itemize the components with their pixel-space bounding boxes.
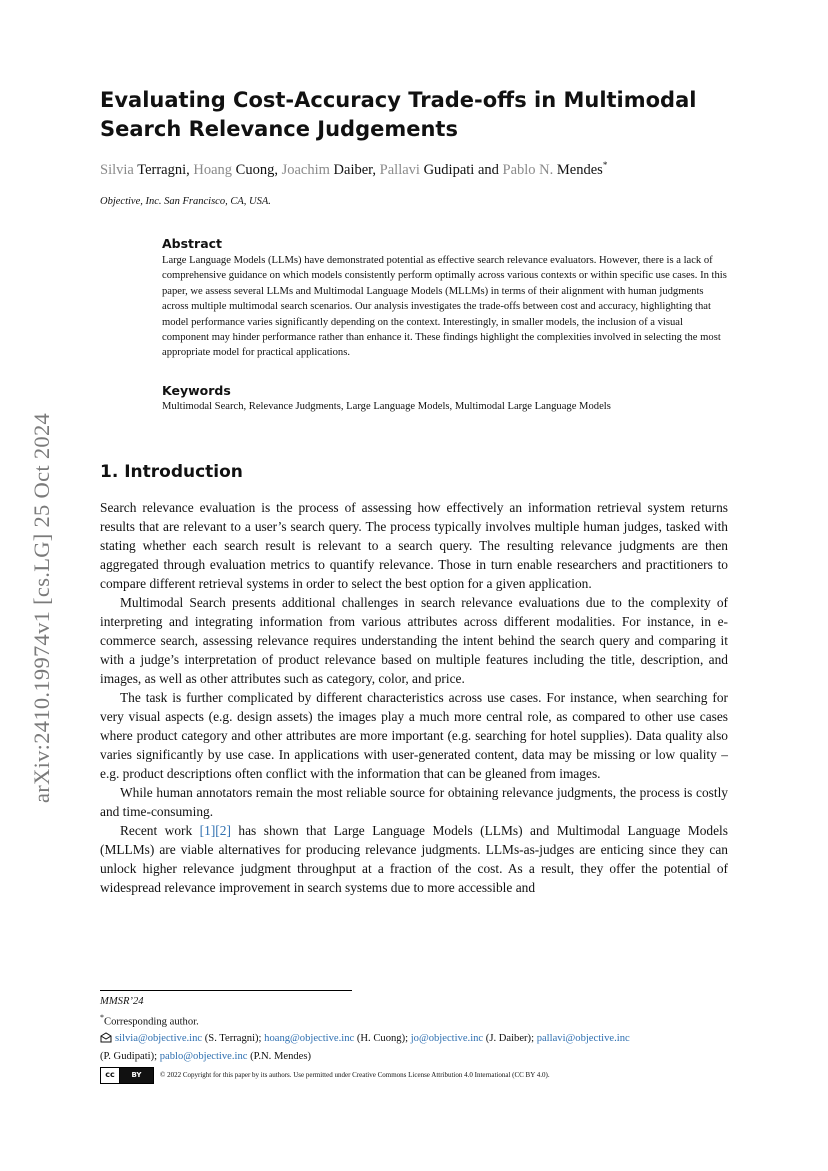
author: Joachim Daiber bbox=[281, 161, 373, 178]
arxiv-sidebar bbox=[22, 366, 62, 850]
by-icon: BY bbox=[120, 1068, 153, 1083]
section-heading-introduction: 1. Introduction bbox=[100, 462, 243, 482]
paragraph: Recent work [1][2] has shown that Large Language Models (LLMs) and Multimodal Language Models (MLLMs) are viable alternatives for producing relevance judgments. LLMs-as-judges are enticing since they can unlock higher relevance judgment throughput at a fraction of the cost. As a result, they offer the potential of widespread relevance improvement in search systems due to more accessible and bbox=[100, 823, 728, 895]
author: Silvia Terragni bbox=[100, 161, 187, 178]
paper-title: Evaluating Cost-Accuracy Trade-offs in Multimodal Search Relevance Judgements bbox=[100, 88, 697, 141]
arxiv-identifier: arXiv:2410.19974v1 [cs.LG] 25 Oct 2024 bbox=[29, 412, 54, 804]
keywords-section bbox=[162, 383, 728, 414]
paragraph: The task is further complicated by different characteristics across use cases. For instance, when searching for very visual aspects (e.g. design assets) the images play a much more central role, as compared to other use cases where product category and other attributes are more important (e.g. searching for hotel supplies). Data quality also varies significantly by use case. In applications with user-generated content, data may be missing or low quality – e.g. product descriptions often conflict with the information that can be gleaned from images. bbox=[100, 690, 728, 781]
author: Pallavi Gudipati bbox=[379, 161, 475, 178]
email-link[interactable]: pablo@objective.inc bbox=[159, 1050, 248, 1062]
author: Hoang Cuong bbox=[193, 161, 275, 178]
abstract-heading: Abstract bbox=[162, 236, 223, 251]
paragraph: While human annotators remain the most reliable source for obtaining relevance judgments, the process is costly and time-consuming. bbox=[100, 785, 728, 819]
footnotes bbox=[100, 994, 740, 1084]
keywords-heading: Keywords bbox=[162, 383, 231, 398]
footnote-rule bbox=[100, 990, 352, 991]
email-line: silvia@objective.inc (S. Terragni); hoang@objective.inc (H. Cuong); jo@objective.inc (J. Daiber); pallavi@objective.inc bbox=[100, 1031, 740, 1049]
envelope-icon bbox=[100, 1032, 112, 1049]
citation-link[interactable]: [2] bbox=[215, 823, 231, 838]
introduction-body bbox=[100, 498, 728, 897]
email-link[interactable]: jo@objective.inc bbox=[410, 1032, 484, 1044]
email-link[interactable]: silvia@objective.inc bbox=[115, 1032, 203, 1044]
corresponding-mark: * bbox=[602, 160, 608, 170]
paragraph: Search relevance evaluation is the process of assessing how effectively an information retrieval system returns results that are relevant to a user’s search query. The process typically involves multiple human judges, tasked with stating whether each search result is relevant to a search query. The resulting relevance judgments are then aggregated through evaluation metrics to quantify relevance. Those in turn enable researchers and practitioners to compare different retrieval systems in order to select the best option for a given application. bbox=[100, 500, 728, 591]
email-line: (P. Gudipati); pablo@objective.inc (P.N. Mendes) bbox=[100, 1050, 312, 1062]
copyright-notice: © 2022 Copyright for this paper by its authors. Use permitted under Creative Commons License Attribution 4.0 International (CC BY 4.0). bbox=[160, 1071, 550, 1080]
email-link[interactable]: pallavi@objective.inc bbox=[536, 1032, 630, 1044]
author: Pablo N. Mendes* bbox=[502, 160, 608, 178]
author-list: Silvia Terragni, Hoang Cuong, Joachim Daiber, Pallavi Gudipati and Pablo N. Mendes* bbox=[100, 160, 608, 178]
abstract-section bbox=[162, 236, 728, 361]
email-link[interactable]: hoang@objective.inc bbox=[264, 1032, 355, 1044]
corresponding-author-note: *Corresponding author. bbox=[100, 1013, 199, 1028]
citation-link[interactable]: [1] bbox=[199, 823, 216, 838]
affiliation: Objective, Inc. San Francisco, CA, USA. bbox=[100, 196, 271, 207]
abstract-text: Large Language Models (LLMs) have demonstrated potential as effective search relevance evaluators. However, there is a lack of comprehensive guidance on which models consistently perform optimally across various contexts or within specific use cases. In this paper, we assess several LLMs and Multimodal Language Models (MLLMs) in terms of their alignment with human judgments across multiple multimodal search scenarios. Our analysis investigates the trade-offs between cost and accuracy, highlighting that model performance varies significantly depending on the context. Interestingly, in smaller models, the inclusion of a visual component may hinder performance rather than enhance it. These findings highlight the complexities involved in selecting the most appropriate model for practical applications. bbox=[162, 255, 727, 359]
cc-license-badge[interactable] bbox=[100, 1067, 154, 1084]
cc-icon: cc bbox=[101, 1068, 120, 1083]
paragraph: Multimodal Search presents additional challenges in search relevance evaluations due to the complexity of interpreting and integrating information from various attributes across different modalities. For instance, in e-commerce search, assessing relevance requires understanding the intent behind the search query and comparing it with a judge’s interpretation of product relevance based on multiple features including the title, description, and images, as well as other attributes such as category, color, and price. bbox=[100, 595, 728, 686]
license-row bbox=[100, 1067, 740, 1084]
keywords-text: Multimodal Search, Relevance Judgments, Large Language Models, Multimodal Large Language Models bbox=[162, 401, 611, 412]
venue: MMSR’24 bbox=[100, 996, 144, 1007]
